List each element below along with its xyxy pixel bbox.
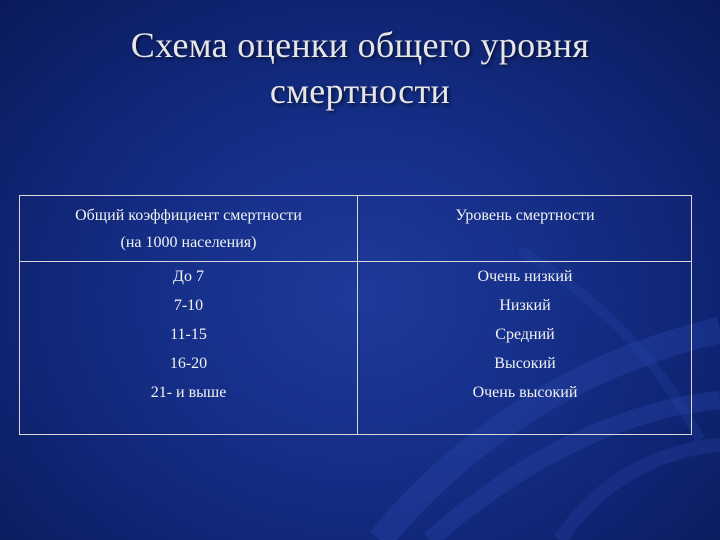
slide-title-line-2: смертности	[269, 71, 451, 111]
level-column	[357, 262, 693, 407]
header-rate-line-2: (на 1000 населения)	[120, 234, 257, 251]
level-value: Высокий	[494, 355, 556, 372]
level-value: Средний	[495, 326, 555, 343]
rate-value: До 7	[173, 268, 204, 285]
mortality-table	[19, 195, 692, 435]
rate-value: 11-15	[170, 326, 207, 343]
level-value: Очень высокий	[472, 384, 578, 401]
level-value: Низкий	[499, 297, 551, 314]
rate-value: 7-10	[173, 297, 204, 314]
header-level-label: Уровень смертности	[455, 207, 595, 224]
slide-title	[0, 22, 720, 114]
rate-column	[20, 262, 357, 407]
header-cell-level	[357, 202, 693, 229]
header-cell-rate	[20, 202, 357, 256]
rate-value: 21- и выше	[150, 384, 227, 401]
slide-title-line-1: Схема оценки общего уровня	[130, 25, 590, 65]
header-rate-line-1: Общий коэффициент смертности	[75, 207, 302, 224]
rate-value: 16-20	[169, 355, 208, 372]
level-value: Очень низкий	[477, 268, 573, 285]
